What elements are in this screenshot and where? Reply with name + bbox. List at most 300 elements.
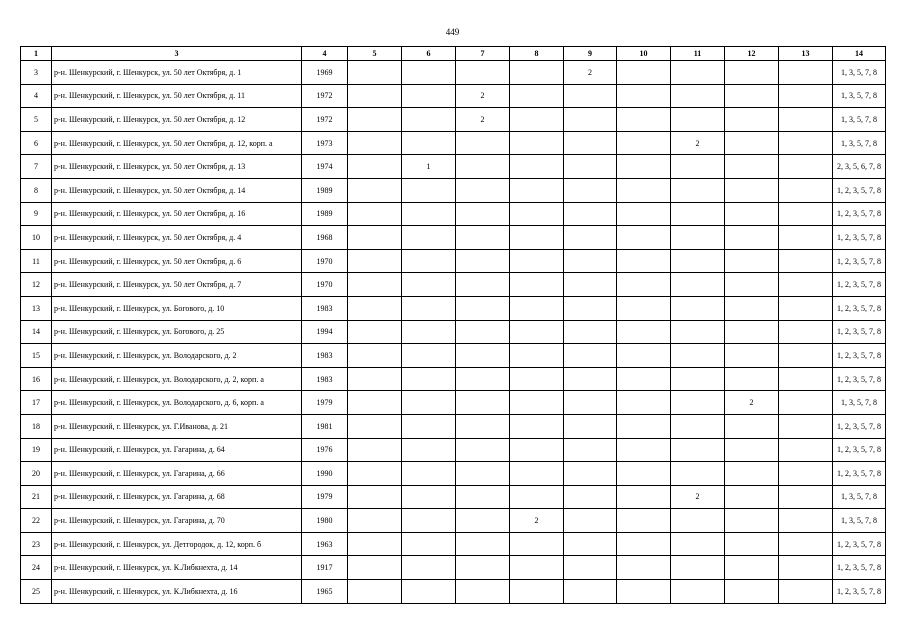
col9-cell (564, 178, 617, 202)
address-cell: р-н. Шенкурский, г. Шенкурск, ул. Гагарина, д. 68 (52, 485, 302, 509)
col7-cell (456, 296, 510, 320)
table-row (21, 344, 886, 368)
col7-cell (456, 367, 510, 391)
housing-register-table (20, 46, 886, 604)
col6-cell (402, 580, 456, 604)
col13-cell (779, 61, 833, 85)
year-cell: 1972 (302, 84, 348, 108)
col6-cell (402, 178, 456, 202)
col5-cell (348, 178, 402, 202)
col9-cell (564, 108, 617, 132)
col7-cell (456, 249, 510, 273)
col8-cell (510, 108, 564, 132)
col13-cell (779, 108, 833, 132)
col8-cell (510, 61, 564, 85)
col9-cell (564, 155, 617, 179)
col5-cell (348, 155, 402, 179)
col6-cell (402, 438, 456, 462)
col12-cell (725, 202, 779, 226)
address-cell: р-н. Шенкурский, г. Шенкурск, ул. Детгородок, д. 12, корп. б (52, 532, 302, 556)
row-number: 16 (21, 367, 52, 391)
col5-cell (348, 462, 402, 486)
col13-cell (779, 226, 833, 250)
col5-cell (348, 320, 402, 344)
row-number: 3 (21, 61, 52, 85)
row-number: 20 (21, 462, 52, 486)
col12-cell (725, 556, 779, 580)
col11-cell (671, 462, 725, 486)
col14-cell: 1, 2, 3, 5, 7, 8 (833, 580, 886, 604)
col10-cell (617, 556, 671, 580)
col11-cell (671, 108, 725, 132)
col8-cell (510, 462, 564, 486)
address-cell: р-н. Шенкурский, г. Шенкурск, ул. Богового, д. 25 (52, 320, 302, 344)
col-header: 6 (402, 47, 456, 61)
address-cell: р-н. Шенкурский, г. Шенкурск, ул. Г.Иванова, д. 21 (52, 414, 302, 438)
row-number: 24 (21, 556, 52, 580)
row-number: 5 (21, 108, 52, 132)
col5-cell (348, 202, 402, 226)
col11-cell: 2 (671, 485, 725, 509)
col5-cell (348, 61, 402, 85)
col6-cell (402, 367, 456, 391)
table-row (21, 273, 886, 297)
row-number: 6 (21, 131, 52, 155)
row-number: 4 (21, 84, 52, 108)
col14-cell: 1, 3, 5, 7, 8 (833, 391, 886, 415)
year-cell: 1979 (302, 391, 348, 415)
col6-cell (402, 320, 456, 344)
address-cell: р-н. Шенкурский, г. Шенкурск, ул. К.Либкнехта, д. 14 (52, 556, 302, 580)
col14-cell: 1, 3, 5, 7, 8 (833, 485, 886, 509)
col9-cell (564, 249, 617, 273)
col7-cell (456, 580, 510, 604)
year-cell: 1963 (302, 532, 348, 556)
col-header: 13 (779, 47, 833, 61)
col9-cell (564, 485, 617, 509)
col6-cell (402, 414, 456, 438)
row-number: 7 (21, 155, 52, 179)
col9-cell (564, 438, 617, 462)
col9-cell (564, 84, 617, 108)
year-cell: 1970 (302, 249, 348, 273)
table-row (21, 580, 886, 604)
col6-cell (402, 226, 456, 250)
col9-cell (564, 556, 617, 580)
table-row (21, 462, 886, 486)
col7-cell (456, 320, 510, 344)
address-cell: р-н. Шенкурский, г. Шенкурск, ул. 50 лет Октября, д. 16 (52, 202, 302, 226)
address-cell: р-н. Шенкурский, г. Шенкурск, ул. 50 лет Октября, д. 4 (52, 226, 302, 250)
col10-cell (617, 509, 671, 533)
col13-cell (779, 320, 833, 344)
col7-cell (456, 178, 510, 202)
col8-cell (510, 532, 564, 556)
col7-cell (456, 61, 510, 85)
col5-cell (348, 532, 402, 556)
col5-cell (348, 108, 402, 132)
col5-cell (348, 485, 402, 509)
year-cell: 1994 (302, 320, 348, 344)
col14-cell: 1, 2, 3, 5, 7, 8 (833, 532, 886, 556)
col10-cell (617, 273, 671, 297)
col12-cell (725, 249, 779, 273)
col7-cell (456, 273, 510, 297)
col12-cell (725, 344, 779, 368)
col-header: 8 (510, 47, 564, 61)
col12-cell (725, 367, 779, 391)
header-row (21, 47, 886, 61)
table-row (21, 391, 886, 415)
col11-cell (671, 509, 725, 533)
col11-cell (671, 367, 725, 391)
col8-cell (510, 344, 564, 368)
col8-cell (510, 320, 564, 344)
year-cell: 1990 (302, 462, 348, 486)
col12-cell (725, 462, 779, 486)
col10-cell (617, 178, 671, 202)
row-number: 18 (21, 414, 52, 438)
col13-cell (779, 438, 833, 462)
year-cell: 1979 (302, 485, 348, 509)
col7-cell (456, 462, 510, 486)
col12-cell: 2 (725, 391, 779, 415)
col14-cell: 1, 3, 5, 7, 8 (833, 61, 886, 85)
col12-cell (725, 108, 779, 132)
row-number: 19 (21, 438, 52, 462)
address-cell: р-н. Шенкурский, г. Шенкурск, ул. 50 лет Октября, д. 6 (52, 249, 302, 273)
col-header: 12 (725, 47, 779, 61)
col13-cell (779, 391, 833, 415)
year-cell: 1965 (302, 580, 348, 604)
col14-cell: 1, 2, 3, 5, 7, 8 (833, 367, 886, 391)
col11-cell: 2 (671, 131, 725, 155)
row-number: 14 (21, 320, 52, 344)
col14-cell: 1, 2, 3, 5, 7, 8 (833, 226, 886, 250)
col-header: 14 (833, 47, 886, 61)
col13-cell (779, 178, 833, 202)
col8-cell (510, 84, 564, 108)
col6-cell (402, 344, 456, 368)
col6-cell (402, 462, 456, 486)
col12-cell (725, 580, 779, 604)
col14-cell: 1, 3, 5, 7, 8 (833, 84, 886, 108)
col8-cell (510, 155, 564, 179)
col5-cell (348, 391, 402, 415)
address-cell: р-н. Шенкурский, г. Шенкурск, ул. Володарского, д. 2 (52, 344, 302, 368)
col5-cell (348, 273, 402, 297)
col8-cell (510, 485, 564, 509)
col6-cell (402, 273, 456, 297)
row-number: 9 (21, 202, 52, 226)
col13-cell (779, 202, 833, 226)
col10-cell (617, 462, 671, 486)
col12-cell (725, 131, 779, 155)
col11-cell (671, 202, 725, 226)
table-row (21, 367, 886, 391)
col6-cell: 1 (402, 155, 456, 179)
year-cell: 1968 (302, 226, 348, 250)
col13-cell (779, 84, 833, 108)
col7-cell (456, 131, 510, 155)
col5-cell (348, 556, 402, 580)
col10-cell (617, 296, 671, 320)
address-cell: р-н. Шенкурский, г. Шенкурск, ул. 50 лет Октября, д. 12, корп. а (52, 131, 302, 155)
col10-cell (617, 367, 671, 391)
col13-cell (779, 273, 833, 297)
row-number: 8 (21, 178, 52, 202)
col10-cell (617, 249, 671, 273)
table-row (21, 61, 886, 85)
col6-cell (402, 61, 456, 85)
col11-cell (671, 320, 725, 344)
table-row (21, 226, 886, 250)
col-header: 11 (671, 47, 725, 61)
col7-cell: 2 (456, 84, 510, 108)
table-row (21, 532, 886, 556)
col6-cell (402, 249, 456, 273)
col8-cell (510, 367, 564, 391)
col11-cell (671, 296, 725, 320)
row-number: 15 (21, 344, 52, 368)
col8-cell (510, 131, 564, 155)
col14-cell: 1, 2, 3, 5, 7, 8 (833, 414, 886, 438)
col11-cell (671, 178, 725, 202)
col11-cell (671, 344, 725, 368)
col11-cell (671, 226, 725, 250)
col8-cell (510, 296, 564, 320)
col7-cell (456, 414, 510, 438)
table-row (21, 178, 886, 202)
col5-cell (348, 296, 402, 320)
col-header: 5 (348, 47, 402, 61)
address-cell: р-н. Шенкурский, г. Шенкурск, ул. Гагарина, д. 70 (52, 509, 302, 533)
col12-cell (725, 226, 779, 250)
table-row (21, 438, 886, 462)
row-number: 25 (21, 580, 52, 604)
col-header: 1 (21, 47, 52, 61)
col9-cell: 2 (564, 61, 617, 85)
col14-cell: 2, 3, 5, 6, 7, 8 (833, 155, 886, 179)
col7-cell (456, 485, 510, 509)
col-header: 9 (564, 47, 617, 61)
table-row (21, 131, 886, 155)
col13-cell (779, 131, 833, 155)
col12-cell (725, 485, 779, 509)
col5-cell (348, 367, 402, 391)
row-number: 21 (21, 485, 52, 509)
col13-cell (779, 485, 833, 509)
col14-cell: 1, 2, 3, 5, 7, 8 (833, 462, 886, 486)
table-row (21, 556, 886, 580)
col12-cell (725, 509, 779, 533)
col8-cell (510, 249, 564, 273)
col11-cell (671, 61, 725, 85)
col13-cell (779, 462, 833, 486)
col9-cell (564, 367, 617, 391)
col5-cell (348, 226, 402, 250)
col9-cell (564, 509, 617, 533)
col8-cell (510, 414, 564, 438)
col11-cell (671, 414, 725, 438)
col12-cell (725, 273, 779, 297)
col13-cell (779, 509, 833, 533)
address-cell: р-н. Шенкурский, г. Шенкурск, ул. Гагарина, д. 66 (52, 462, 302, 486)
row-number: 10 (21, 226, 52, 250)
col9-cell (564, 202, 617, 226)
col6-cell (402, 509, 456, 533)
table-row (21, 320, 886, 344)
col7-cell (456, 438, 510, 462)
col14-cell: 1, 2, 3, 5, 7, 8 (833, 273, 886, 297)
col5-cell (348, 84, 402, 108)
col11-cell (671, 273, 725, 297)
col11-cell (671, 249, 725, 273)
col13-cell (779, 367, 833, 391)
year-cell: 1980 (302, 509, 348, 533)
col8-cell (510, 580, 564, 604)
row-number: 17 (21, 391, 52, 415)
col10-cell (617, 155, 671, 179)
col14-cell: 1, 3, 5, 7, 8 (833, 131, 886, 155)
col5-cell (348, 580, 402, 604)
col12-cell (725, 178, 779, 202)
col8-cell (510, 178, 564, 202)
address-cell: р-н. Шенкурский, г. Шенкурск, ул. 50 лет Октября, д. 7 (52, 273, 302, 297)
row-number: 11 (21, 249, 52, 273)
row-number: 23 (21, 532, 52, 556)
table-row (21, 509, 886, 533)
col12-cell (725, 155, 779, 179)
col8-cell: 2 (510, 509, 564, 533)
col5-cell (348, 249, 402, 273)
col10-cell (617, 131, 671, 155)
col5-cell (348, 131, 402, 155)
col10-cell (617, 532, 671, 556)
col9-cell (564, 296, 617, 320)
col12-cell (725, 84, 779, 108)
table-row (21, 202, 886, 226)
table-row (21, 296, 886, 320)
col6-cell (402, 131, 456, 155)
col7-cell (456, 391, 510, 415)
col12-cell (725, 532, 779, 556)
col10-cell (617, 580, 671, 604)
col9-cell (564, 320, 617, 344)
col9-cell (564, 580, 617, 604)
col14-cell: 1, 2, 3, 5, 7, 8 (833, 202, 886, 226)
col9-cell (564, 391, 617, 415)
col8-cell (510, 273, 564, 297)
col14-cell: 1, 3, 5, 7, 8 (833, 509, 886, 533)
table-row (21, 84, 886, 108)
col9-cell (564, 226, 617, 250)
col10-cell (617, 61, 671, 85)
col5-cell (348, 414, 402, 438)
col7-cell (456, 155, 510, 179)
col12-cell (725, 438, 779, 462)
col13-cell (779, 249, 833, 273)
col-header: 3 (52, 47, 302, 61)
col8-cell (510, 226, 564, 250)
col14-cell: 1, 2, 3, 5, 7, 8 (833, 438, 886, 462)
table-row (21, 414, 886, 438)
address-cell: р-н. Шенкурский, г. Шенкурск, ул. К.Либкнехта, д. 16 (52, 580, 302, 604)
col6-cell (402, 485, 456, 509)
year-cell: 1970 (302, 273, 348, 297)
col9-cell (564, 273, 617, 297)
year-cell: 1989 (302, 202, 348, 226)
col7-cell (456, 556, 510, 580)
address-cell: р-н. Шенкурский, г. Шенкурск, ул. 50 лет Октября, д. 13 (52, 155, 302, 179)
col10-cell (617, 108, 671, 132)
col12-cell (725, 61, 779, 85)
col7-cell (456, 344, 510, 368)
col9-cell (564, 414, 617, 438)
year-cell: 1917 (302, 556, 348, 580)
col7-cell (456, 532, 510, 556)
col11-cell (671, 438, 725, 462)
col7-cell (456, 202, 510, 226)
col5-cell (348, 509, 402, 533)
col9-cell (564, 532, 617, 556)
year-cell: 1976 (302, 438, 348, 462)
table-body (21, 61, 886, 604)
table-row (21, 155, 886, 179)
col10-cell (617, 84, 671, 108)
year-cell: 1969 (302, 61, 348, 85)
year-cell: 1972 (302, 108, 348, 132)
year-cell: 1989 (302, 178, 348, 202)
year-cell: 1983 (302, 296, 348, 320)
col7-cell (456, 226, 510, 250)
col7-cell: 2 (456, 108, 510, 132)
col13-cell (779, 556, 833, 580)
col6-cell (402, 556, 456, 580)
col13-cell (779, 532, 833, 556)
table-row (21, 249, 886, 273)
col11-cell (671, 532, 725, 556)
year-cell: 1974 (302, 155, 348, 179)
col10-cell (617, 202, 671, 226)
address-cell: р-н. Шенкурский, г. Шенкурск, ул. 50 лет Октября, д. 14 (52, 178, 302, 202)
col8-cell (510, 202, 564, 226)
row-number: 12 (21, 273, 52, 297)
address-cell: р-н. Шенкурский, г. Шенкурск, ул. Володарского, д. 2, корп. а (52, 367, 302, 391)
col13-cell (779, 580, 833, 604)
col8-cell (510, 391, 564, 415)
col13-cell (779, 414, 833, 438)
col5-cell (348, 438, 402, 462)
col6-cell (402, 108, 456, 132)
table-row (21, 108, 886, 132)
col11-cell (671, 580, 725, 604)
address-cell: р-н. Шенкурский, г. Шенкурск, ул. 50 лет Октября, д. 11 (52, 84, 302, 108)
col11-cell (671, 155, 725, 179)
address-cell: р-н. Шенкурский, г. Шенкурск, ул. 50 лет Октября, д. 12 (52, 108, 302, 132)
col9-cell (564, 462, 617, 486)
col14-cell: 1, 2, 3, 5, 7, 8 (833, 296, 886, 320)
address-cell: р-н. Шенкурский, г. Шенкурск, ул. Гагарина, д. 64 (52, 438, 302, 462)
year-cell: 1973 (302, 131, 348, 155)
col12-cell (725, 414, 779, 438)
col13-cell (779, 155, 833, 179)
row-number: 22 (21, 509, 52, 533)
col8-cell (510, 438, 564, 462)
page-number: 449 (445, 27, 460, 37)
col10-cell (617, 438, 671, 462)
address-cell: р-н. Шенкурский, г. Шенкурск, ул. Богового, д. 10 (52, 296, 302, 320)
